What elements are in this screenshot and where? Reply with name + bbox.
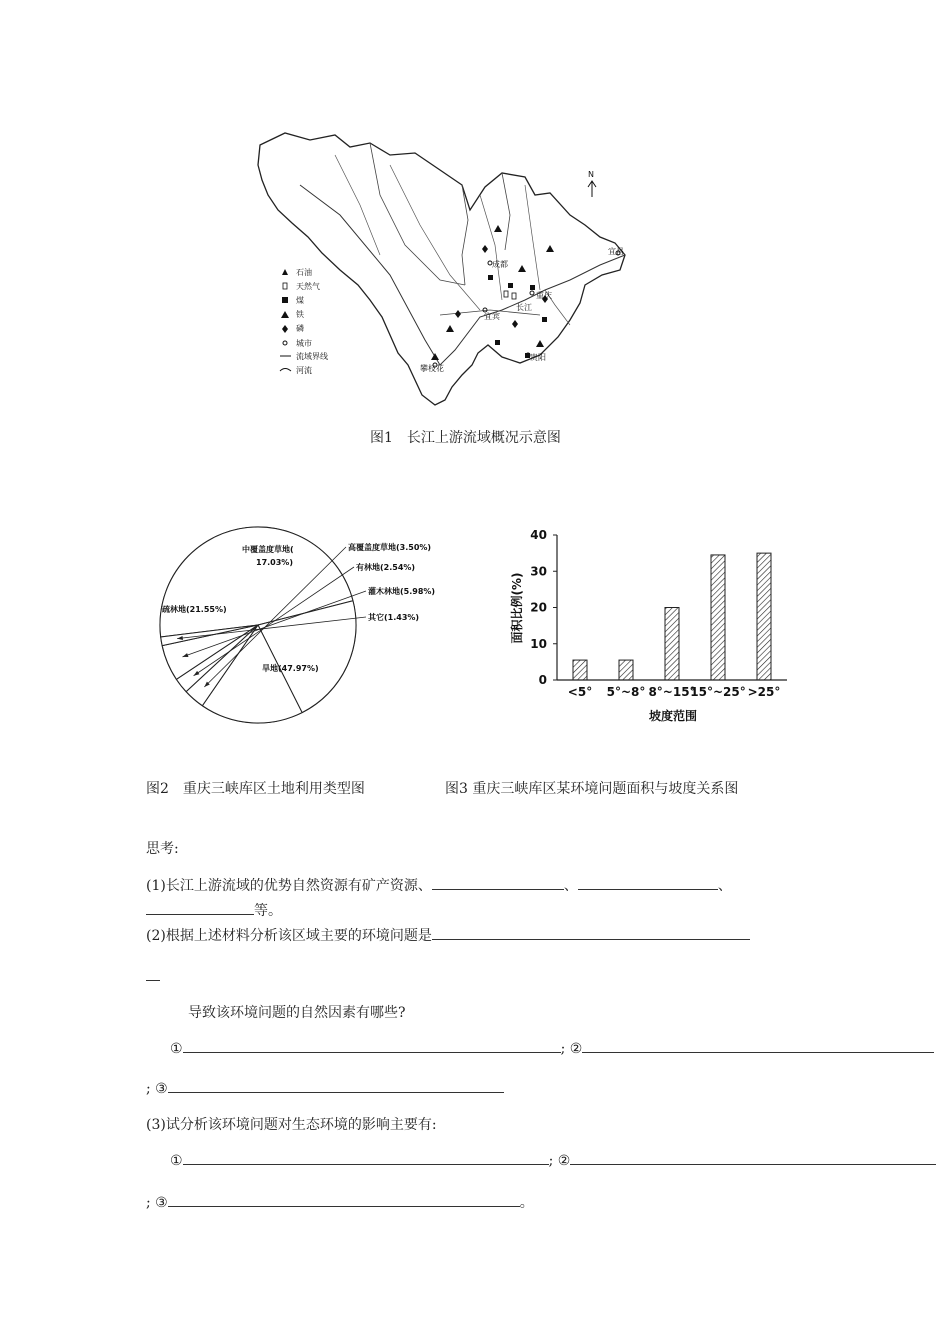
land-use-pie-chart bbox=[150, 520, 470, 750]
x-tick-label: 5°~8° bbox=[606, 685, 646, 699]
x-axis-label: 坡度范围 bbox=[648, 709, 698, 723]
sep: ; bbox=[560, 1041, 566, 1057]
y-tick-label: 20 bbox=[530, 600, 547, 615]
q2-blank-cont[interactable] bbox=[146, 980, 160, 981]
q3-answer-3[interactable] bbox=[168, 1192, 520, 1207]
sep: ; bbox=[146, 1081, 151, 1097]
x-tick-label: >25° bbox=[747, 685, 781, 699]
coal-icon bbox=[282, 297, 288, 303]
bar bbox=[619, 660, 633, 680]
gas-icon bbox=[283, 283, 287, 289]
q1-blank-3[interactable] bbox=[146, 900, 254, 915]
bar bbox=[711, 555, 725, 680]
pie-label-other: 其它(1.43%) bbox=[368, 613, 420, 622]
marker-1: ① bbox=[170, 1153, 183, 1169]
resource-symbols bbox=[431, 225, 620, 367]
pie-label-forest: 有林地(2.54%) bbox=[356, 563, 416, 572]
q2-answer-3[interactable] bbox=[168, 1078, 504, 1093]
pie-label-sparse-forest: 疏林地(21.55%) bbox=[162, 605, 227, 614]
q1-comma: 、 bbox=[717, 878, 732, 894]
city-panzhihua: 攀枝花 bbox=[420, 364, 444, 373]
q1-comma: 、 bbox=[563, 878, 578, 894]
y-axis-label: 面积比例(%) bbox=[510, 572, 524, 644]
think-heading: 思考: bbox=[146, 841, 179, 857]
x-tick-label: 15°~25° bbox=[690, 685, 746, 699]
phosphorus-icon bbox=[282, 325, 288, 333]
yangtze-river bbox=[300, 185, 625, 365]
y-tick-label: 40 bbox=[530, 528, 547, 542]
legend-label: 流域界线 bbox=[296, 352, 328, 361]
marker-3: ③ bbox=[155, 1195, 168, 1211]
y-tick-label: 0 bbox=[538, 673, 547, 687]
city-yichang: 宜昌 bbox=[608, 247, 624, 256]
x-tick-label: 8°~15° bbox=[648, 685, 696, 699]
city-icon bbox=[283, 341, 287, 345]
river-icon bbox=[280, 369, 291, 372]
pie-label-high-grass: 高覆盖度草地(3.50%) bbox=[348, 543, 432, 552]
marker-2: ② bbox=[569, 1041, 583, 1057]
q1-blank-1[interactable] bbox=[432, 875, 564, 890]
marker-3: ③ bbox=[155, 1081, 168, 1097]
sep: ; bbox=[548, 1153, 554, 1169]
q2-answer-row-1 bbox=[170, 1038, 934, 1057]
question-1-cont bbox=[146, 900, 282, 920]
legend-label: 铁 bbox=[296, 310, 304, 319]
legend-label: 磷 bbox=[296, 324, 304, 333]
y-tick-label: 30 bbox=[530, 564, 547, 579]
q2-answer-2[interactable] bbox=[582, 1038, 934, 1053]
q1-end: 等。 bbox=[254, 903, 282, 919]
fig1-caption: 图1 长江上游流域概况示意图 bbox=[370, 430, 561, 446]
legend-label: 河流 bbox=[296, 366, 312, 375]
pie-label-dryland: 旱地(47.97%) bbox=[262, 664, 319, 673]
city-guiyang: 贵阳 bbox=[530, 353, 546, 362]
marker-1: ① bbox=[170, 1041, 183, 1057]
river-label: 长江 bbox=[516, 303, 532, 312]
marker-2: ② bbox=[557, 1153, 571, 1169]
q3-answer-1[interactable] bbox=[183, 1150, 549, 1165]
oil-icon bbox=[282, 269, 288, 275]
city-chongqing: 重庆 bbox=[536, 291, 552, 300]
legend-label: 城市 bbox=[296, 339, 312, 348]
q1-text: (1)长江上游流域的优势自然资源有矿产资源、 bbox=[146, 878, 432, 894]
city-yibin: 宜宾 bbox=[484, 312, 500, 321]
bar bbox=[757, 553, 771, 680]
q2-answer-1[interactable] bbox=[183, 1038, 561, 1053]
x-tick-label: <5° bbox=[567, 685, 593, 699]
sep: ; bbox=[146, 1195, 151, 1211]
slope-bar-chart bbox=[505, 520, 795, 730]
city-chengdu: 成都 bbox=[492, 260, 508, 269]
pie-label-mid-grass: 中覆盖度草地( bbox=[242, 545, 294, 554]
q2-answer-row-2 bbox=[146, 1078, 504, 1097]
y-tick-label: 10 bbox=[530, 636, 547, 651]
legend-label: 石油 bbox=[296, 268, 312, 277]
bar bbox=[665, 608, 679, 681]
iron-icon bbox=[281, 311, 289, 318]
q3-answer-row-2 bbox=[146, 1192, 534, 1212]
q3-answer-2[interactable] bbox=[570, 1150, 936, 1165]
pie-label-shrub: 灌木林地(5.98%) bbox=[368, 587, 436, 596]
pie-label-mid-grass-pct: 17.03%) bbox=[256, 558, 293, 567]
question-3: (3)试分析该环境问题对生态环境的影响主要有: bbox=[146, 1117, 437, 1133]
fig2-caption: 图2 重庆三峡库区土地利用类型图 bbox=[146, 781, 365, 797]
fig3-caption: 图3 重庆三峡库区某环境问题面积与坡度关系图 bbox=[445, 781, 739, 797]
q3-answer-row-1 bbox=[170, 1150, 936, 1169]
q2-blank[interactable] bbox=[432, 925, 750, 940]
legend-label: 煤 bbox=[296, 296, 304, 305]
q2-text: (2)根据上述材料分析该区域主要的环境问题是 bbox=[146, 928, 432, 944]
question-2 bbox=[146, 925, 750, 945]
north-arrow bbox=[588, 170, 596, 197]
q2-subquestion: 导致该环境问题的自然因素有哪些? bbox=[188, 1005, 406, 1021]
legend-label: 天然气 bbox=[296, 282, 320, 291]
yangtze-upper-basin-map bbox=[240, 125, 650, 415]
bar bbox=[573, 660, 587, 680]
map-legend bbox=[280, 267, 328, 375]
svg-text:N: N bbox=[588, 170, 594, 179]
period: 。 bbox=[519, 1195, 534, 1211]
q1-blank-2[interactable] bbox=[578, 875, 718, 890]
question-1 bbox=[146, 875, 732, 895]
